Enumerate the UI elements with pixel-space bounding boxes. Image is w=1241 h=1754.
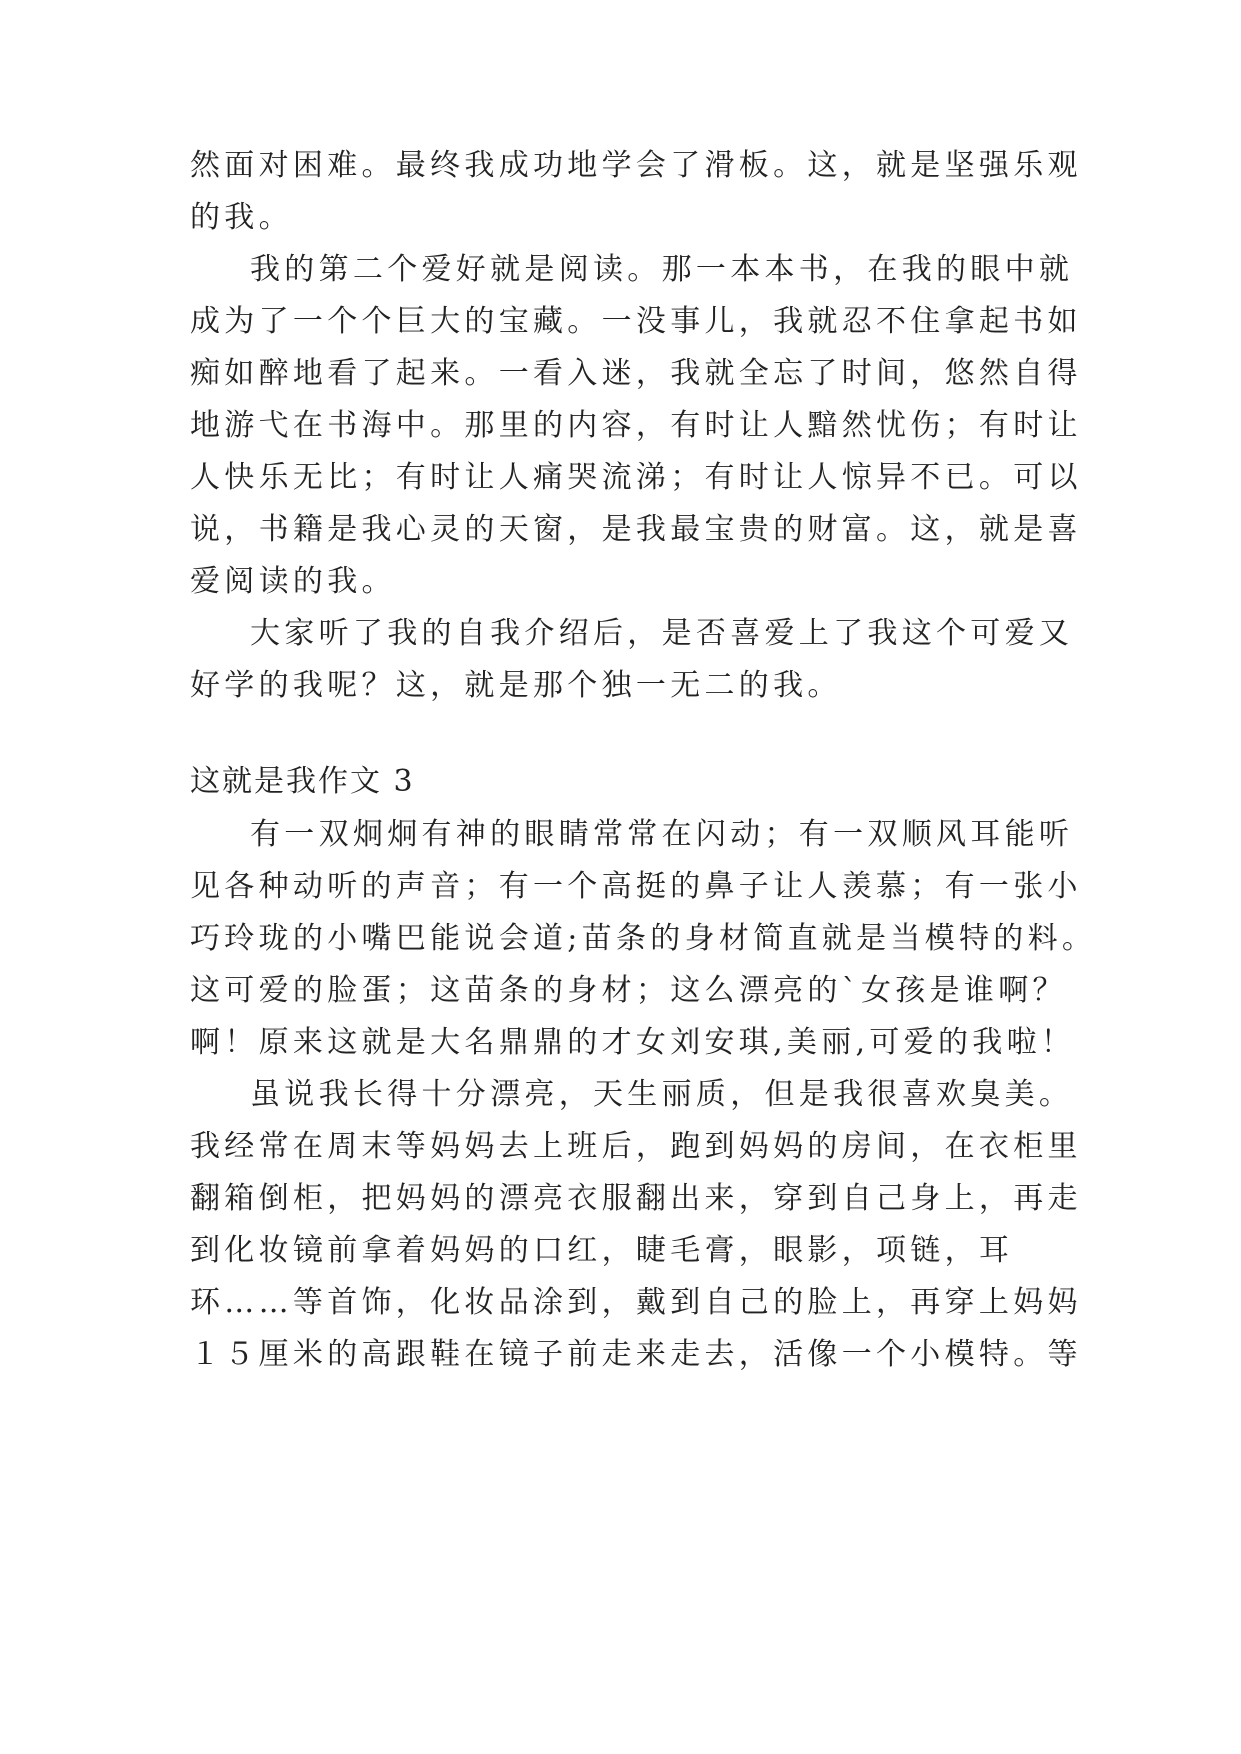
paragraph-first-line: 大家听了我的自我介绍后，是否喜爱上了我这个可爱又	[250, 616, 1074, 651]
text-line: 巧玲珑的小嘴巴能说会道;苗条的身材简直就是当模特的料。	[190, 921, 1097, 956]
text-line: 见各种动听的声音；有一个高挺的鼻子让人羡慕；有一张小	[190, 869, 1082, 904]
text-line: 说，书籍是我心灵的天窗，是我最宝贵的财富。这，就是喜	[190, 512, 1082, 547]
text-line: 成为了一个个巨大的宝藏。一没事儿，我就忍不住拿起书如	[190, 304, 1082, 339]
text-line: 然面对困难。最终我成功地学会了滑板。这，就是坚强乐观	[190, 148, 1082, 183]
text-line: 这可爱的脸蛋；这苗条的身材；这么漂亮的`女孩是谁啊？	[190, 973, 1067, 1008]
text-line: 爱阅读的我。	[190, 564, 396, 599]
text-line: １５厘米的高跟鞋在镜子前走来走去，活像一个小模特。等	[190, 1337, 1082, 1372]
text-line: 人快乐无比；有时让人痛哭流涕；有时让人惊异不已。可以	[190, 460, 1082, 495]
text-line: 我经常在周末等妈妈去上班后，跑到妈妈的房间，在衣柜里	[190, 1129, 1082, 1164]
text-line: 啊！原来这就是大名鼎鼎的才女刘安琪,美丽,可爱的我啦！	[190, 1025, 1076, 1060]
text-line: 地游弋在书海中。那里的内容，有时让人黯然忧伤；有时让	[190, 408, 1082, 443]
text-line: 到化妆镜前拿着妈妈的口红，睫毛膏，眼影，项链，耳	[190, 1233, 1014, 1268]
paragraph-first-line: 有一双炯炯有神的眼睛常常在闪动；有一双顺风耳能听	[250, 817, 1074, 852]
text-line: 好学的我呢？这，就是那个独一无二的我。	[190, 668, 842, 703]
text-line: 的我。	[190, 200, 293, 235]
paragraph-first-line: 我的第二个爱好就是阅读。那一本本书，在我的眼中就	[250, 252, 1074, 287]
text-line: 翻箱倒柜，把妈妈的漂亮衣服翻出来，穿到自己身上，再走	[190, 1181, 1082, 1216]
section-heading: 这就是我作文 3	[190, 764, 415, 799]
text-line: 痴如醉地看了起来。一看入迷，我就全忘了时间，悠然自得	[190, 356, 1082, 391]
text-line: 环……等首饰，化妆品涂到，戴到自己的脸上，再穿上妈妈	[190, 1285, 1082, 1320]
paragraph-first-line: 虽说我长得十分漂亮，天生丽质，但是我很喜欢臭美。	[250, 1077, 1074, 1112]
